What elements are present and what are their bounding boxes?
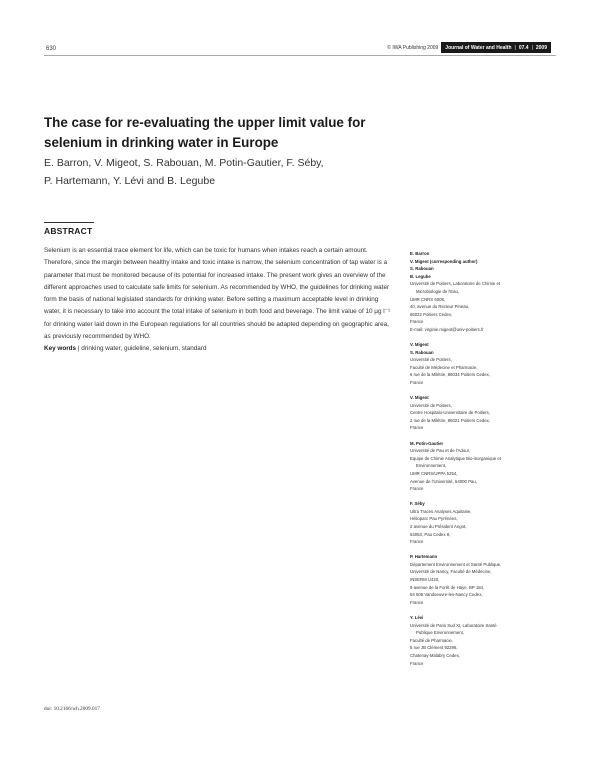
authors-line: E. Barron, V. Migeot, S. Rabouan, M. Potin-Gautier, F. Séby, bbox=[44, 157, 324, 169]
affiliation-line: Département Environnement et Santé Publique, bbox=[410, 561, 502, 567]
affiliation-author: S. Rabouan bbox=[410, 349, 434, 355]
affiliation-line: Publique Environnement, bbox=[416, 630, 465, 636]
keywords-text: drinking water, guideline, selenium, standard bbox=[81, 345, 207, 353]
affiliation-line: Microbiologie de l'Eau, bbox=[416, 288, 460, 294]
journal-year: 2009 bbox=[535, 44, 547, 51]
affiliation-author: M. Potin-Gautier bbox=[410, 440, 444, 446]
header-rule bbox=[44, 55, 556, 56]
header-separator: | bbox=[514, 44, 516, 51]
affiliation-line: UMR CNRS/UPPA 5254, bbox=[410, 470, 458, 476]
affiliation-block bbox=[410, 341, 560, 387]
affiliation-author: V. Migeot bbox=[410, 342, 429, 348]
affiliation-line: France bbox=[410, 599, 424, 605]
affiliation-line: Université de Poitiers, bbox=[410, 357, 452, 363]
affiliation-line: Equipe de Chimie Analytique Bio-inorganique et bbox=[410, 455, 502, 461]
affiliation-block bbox=[410, 394, 560, 432]
affiliation-line: Hélioparc Pau Pyrénées, bbox=[410, 516, 458, 522]
header-separator: | bbox=[531, 44, 533, 51]
affiliation-author: P. Hartemann bbox=[410, 554, 438, 560]
keywords-separator: | bbox=[77, 345, 80, 353]
affiliation-author: V. Migeot bbox=[410, 395, 429, 401]
affiliation-author: E. Barron bbox=[410, 251, 430, 256]
affiliation-line: 6 rue de la Milétrie, 86034 Poitiers Cedex, bbox=[410, 372, 491, 378]
affiliation-line: France bbox=[410, 539, 424, 545]
affiliation-line: Université de Poitiers, bbox=[410, 402, 452, 408]
abstract-text: Selenium is an essential trace element for life, which can be toxic for humans when intakes reach a certain amount. Therefore, since the margin between healthy intake and toxic intake is narrow, the selenium concentration of tap water is a parameter that must be monitored because of its potential for increased intake. The present work gives an overview of the different approaches used to calculate safe limits for selenium. As recommended by WHO, the guidelines for drinking water form the basis of national legislated standards for drinking water. Before setting a maximum acceptable level in drinking water, it is necessary to take into account the total intake of selenium in both food and beverage. The limit value of 10 μg l⁻¹ for drinking water laid down in the European regulations for all countries should be adapted depending on geographic area, as previously recommended by WHO. bbox=[44, 247, 391, 341]
affiliation-line: INSERM U420, bbox=[410, 577, 440, 583]
affiliation-author: V. Migeot (corresponding author) bbox=[410, 258, 478, 264]
affiliation-line: 5 rue JB Clément 92296, bbox=[410, 645, 458, 651]
doi-footer: doi: 10.2166/wh.2009.017 bbox=[44, 706, 100, 712]
affiliation-line: Avenue de l'Université, 64000 Pau, bbox=[410, 478, 477, 484]
authors-line: P. Hartemann, Y. Lévi and B. Legube bbox=[44, 175, 216, 187]
journal-name: Journal of Water and Health bbox=[445, 44, 512, 51]
affiliation-line: France bbox=[410, 380, 424, 385]
affiliation-line: Ultra Traces Analyses Aquitaine, bbox=[410, 508, 472, 514]
affiliation-line: 64053, Pau Cedex 9, bbox=[410, 531, 451, 537]
affiliation-block bbox=[410, 614, 560, 667]
affiliation-block bbox=[410, 553, 560, 606]
affiliation-line: UMR CNRS 6008, bbox=[410, 296, 446, 302]
affiliations-column bbox=[410, 250, 560, 675]
affiliation-line: Centre Hospitalo-Universitaire de Poitiers, bbox=[410, 410, 491, 416]
affiliation-block bbox=[410, 500, 560, 546]
abstract-section bbox=[44, 245, 394, 356]
affiliation-line: Environnement, bbox=[416, 463, 447, 469]
affiliation-line: France bbox=[410, 486, 424, 492]
affiliation-line: France bbox=[410, 660, 424, 666]
affiliation-line: E-mail: virginie.migeot@univ-poitiers.fr bbox=[410, 326, 484, 332]
affiliation-line: 54 505 Vandoeuvre-les-Nancy Cedex, bbox=[410, 592, 483, 598]
affiliation-line: Faculté de Médecine et Pharmacie, bbox=[410, 364, 478, 370]
keywords-line bbox=[44, 343, 394, 355]
page-number: 630 bbox=[46, 46, 57, 52]
affiliation-author: S. Rabouan bbox=[410, 266, 434, 272]
affiliation-line: Faculté de Pharmacie, bbox=[410, 637, 453, 643]
affiliation-line: Université de Nancy, Faculté de Médecine, bbox=[410, 569, 492, 575]
affiliation-line: France bbox=[410, 319, 424, 325]
affiliation-line: 40, avenue du Recteur Pineau, bbox=[410, 304, 470, 310]
article-title: The case for re-evaluating the upper limit value for selenium in drinking water in Europe bbox=[44, 115, 366, 150]
affiliation-line: Université de Poitiers, Laboratoire de Chimie et bbox=[410, 281, 501, 287]
affiliation-block bbox=[410, 440, 560, 493]
abstract-heading: ABSTRACT bbox=[44, 222, 94, 236]
keywords-label: Key words bbox=[44, 345, 77, 353]
affiliation-line: Chatenay-Malabry Cedex, bbox=[410, 652, 460, 658]
affiliation-author: B. Legube bbox=[410, 273, 431, 279]
affiliation-line: Université de Paris Sud XI, Laboratoire Santé bbox=[410, 622, 497, 628]
journal-banner bbox=[441, 42, 551, 53]
affiliation-author: F. Séby bbox=[410, 501, 425, 507]
affiliation-line: 9 avenue de la Forêt de Haye, BP 184, bbox=[410, 584, 485, 590]
publisher-notice: © IWA Publishing 2009 bbox=[387, 44, 439, 51]
volume-issue: 07.4 bbox=[518, 44, 529, 51]
affiliation-line: Université de Pau et de l'Adour, bbox=[410, 448, 471, 454]
affiliation-author: Y. Lévi bbox=[410, 614, 424, 620]
affiliation-line: 86022 Poitiers Cedex, bbox=[410, 311, 453, 317]
running-header bbox=[387, 42, 551, 53]
affiliation-line: France bbox=[410, 425, 424, 431]
affiliation-line: 2 avenue du Président Angot, bbox=[410, 524, 467, 529]
affiliation-block bbox=[410, 250, 560, 334]
affiliation-line: 2 rue de la Milétrie, 86021 Poitiers Cedex, bbox=[410, 417, 491, 423]
author-list bbox=[44, 154, 364, 190]
